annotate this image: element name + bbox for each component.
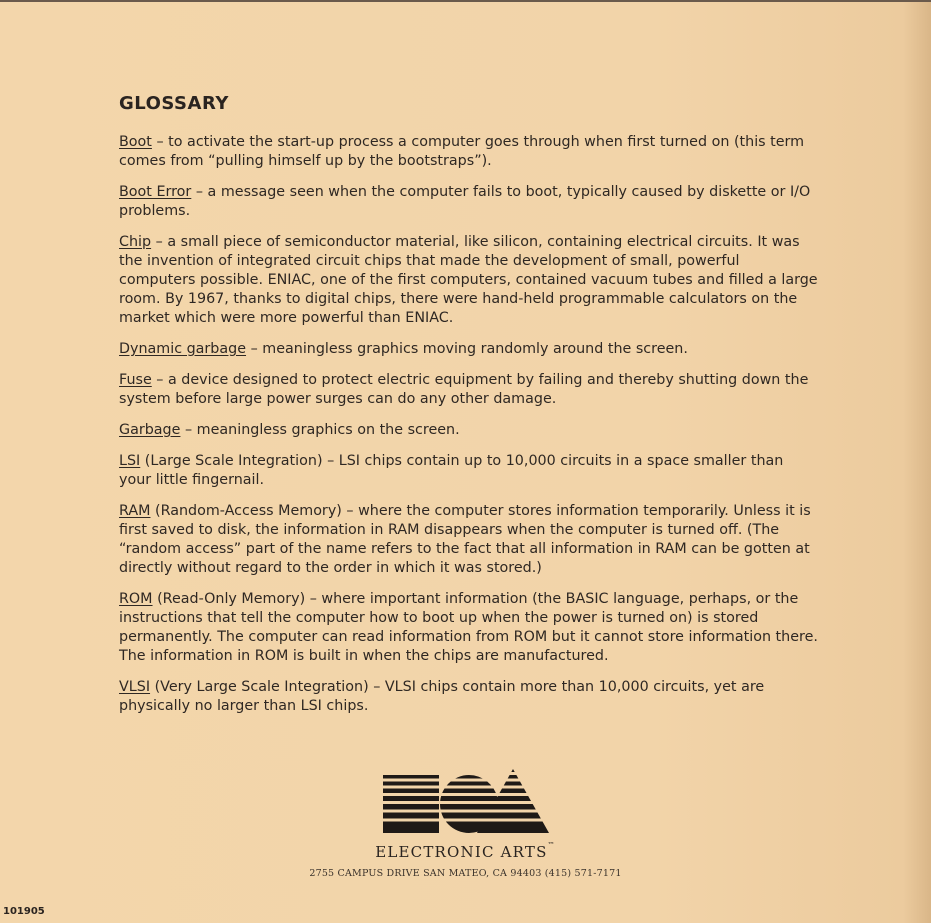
glossary-term: RAM: [119, 503, 151, 519]
page-title: GLOSSARY: [119, 93, 229, 114]
glossary-definition: (Very Large Scale Integration) – VLSI chips contain more than 10,000 circuits, yet are physically no larger than LSI chips.: [119, 679, 765, 714]
glossary-definition: – to activate the start-up process a computer goes through when first turned on (this term comes from “pulling himself up by the bootstraps”).: [119, 134, 805, 169]
glossary-term: Dynamic garbage: [119, 341, 247, 357]
glossary-term: Boot: [119, 134, 152, 150]
trademark-symbol: ™: [547, 841, 556, 849]
glossary-entry-fuse: [119, 371, 819, 409]
glossary-term: ROM: [119, 591, 153, 607]
glossary-definition: (Large Scale Integration) – LSI chips contain up to 10,000 circuits in a space smaller than your little fingernail.: [119, 453, 784, 488]
glossary-term: Garbage: [119, 422, 181, 438]
glossary-term: Boot Error: [119, 184, 192, 200]
brand-name: [0, 843, 931, 861]
glossary-term: VLSI: [119, 679, 151, 695]
glossary-term: Chip: [119, 234, 152, 250]
glossary-entry-vlsi: [119, 678, 819, 716]
top-edge-line: [0, 0, 931, 2]
glossary-entry-chip: [119, 233, 819, 328]
glossary-definition: – a message seen when the computer fails to boot, typically caused by diskette or I/O problems.: [119, 184, 811, 219]
glossary-term: Fuse: [119, 372, 152, 388]
glossary-entry-dynamic-garbage: [119, 340, 819, 359]
brand-text: ELECTRONIC ARTS: [375, 843, 548, 861]
glossary-definition: – meaningless graphics on the screen.: [180, 422, 460, 438]
company-address: 2755 CAMPUS DRIVE SAN MATEO, CA 94403 (415) 571-7171: [309, 868, 622, 879]
glossary-term: LSI: [119, 453, 141, 469]
glossary-definition: – meaningless graphics moving randomly around the screen.: [246, 341, 688, 357]
glossary-definition: (Read-Only Memory) – where important information (the BASIC language, perhaps, or the instructions that tell the computer how to boot up when the power is turned on) is stored permanently. The computer can read information from ROM but it cannot store information there. The information in ROM is built in when the chips are manufactured.: [119, 591, 818, 664]
glossary-entry-lsi: [119, 452, 819, 490]
glossary-definition: – a small piece of semiconductor material, like silicon, containing electrical circuits. It was the invention of integrated circuit chips that made the development of small, powerful computers possible. ENIAC, one of the first computers, contained vacuum tubes and filled a large room. By 1967, thanks to digital chips, there were hand-held programmable calculators on the market which were more powerful than ENIAC.: [119, 234, 818, 326]
electronic-arts-logo-icon: [383, 769, 549, 833]
glossary-definition: – a device designed to protect electric equipment by failing and thereby shutting down the system before large power surges can do any other damage.: [119, 372, 809, 407]
glossary-entry-boot: [119, 133, 819, 171]
glossary-entry-boot-error: [119, 183, 819, 221]
glossary-entry-ram: [119, 502, 819, 578]
document-number: 101905: [3, 906, 45, 917]
glossary-list: [119, 133, 819, 728]
glossary-definition: (Random-Access Memory) – where the computer stores information temporarily. Unless it is first saved to disk, the information in RAM disappears when the computer is turned off. (The “random access” part of the name refers to the fact that all information in RAM can be gotten at directly without regard to the order in which it was stored.): [119, 503, 811, 576]
glossary-entry-rom: [119, 590, 819, 666]
glossary-entry-garbage: [119, 421, 819, 440]
